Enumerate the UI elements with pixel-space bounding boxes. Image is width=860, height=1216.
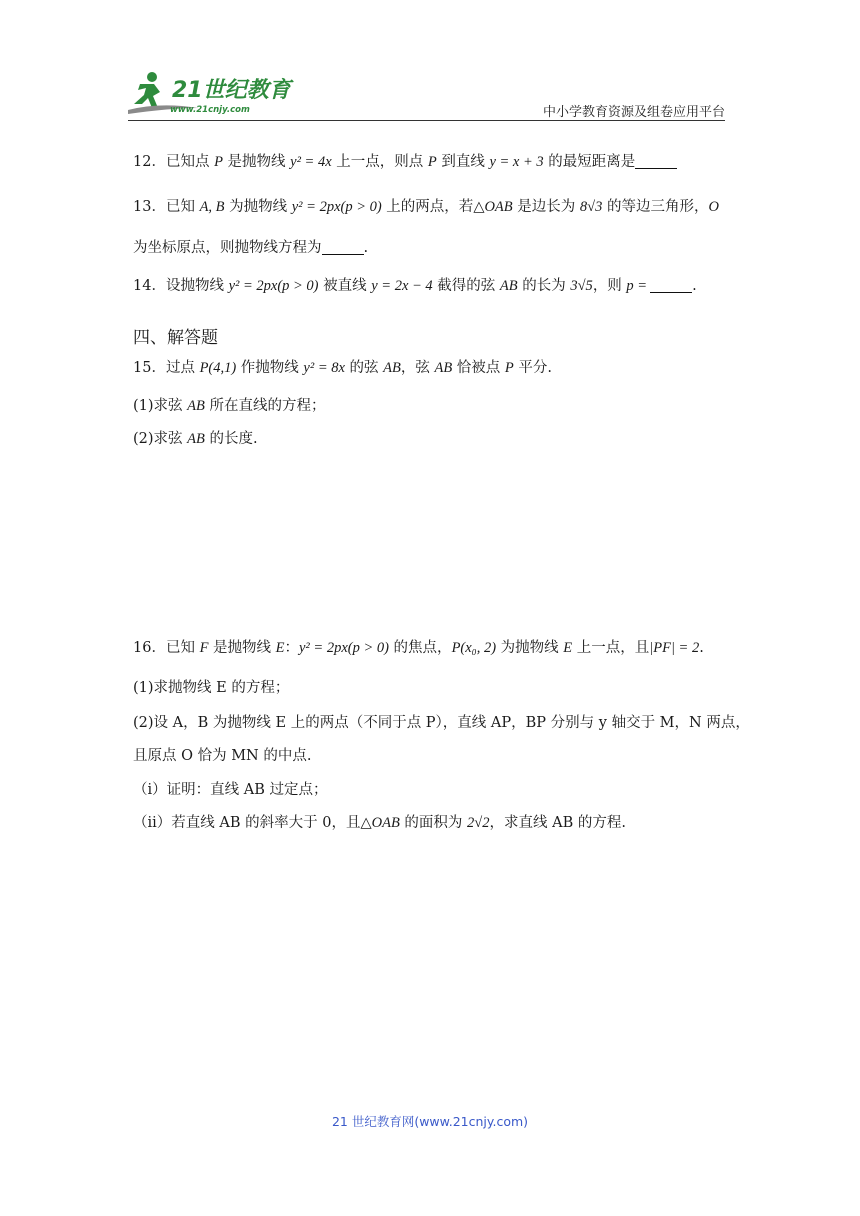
question-16-sub-i: （i）证明：直线 AB 过定点； xyxy=(133,782,328,798)
question-16-sub-2-line-2: 且原点 O 恰为 MN 的中点. xyxy=(133,748,312,764)
line-equation: y = 2x − 4 xyxy=(371,278,433,294)
header-tagline: 中小学教育资源及组卷应用平台 xyxy=(542,105,725,120)
question-14: 14．设抛物线 y² = 2px(p > 0) 被直线 y = 2x − 4 截得的弦 AB 的长为 3√5，则 p = . xyxy=(133,278,697,294)
question-16-sub-1: (1)求抛物线 E 的方程； xyxy=(133,680,290,696)
question-number: 13． xyxy=(133,199,166,215)
question-number: 14． xyxy=(133,278,166,294)
question-16-sub-ii: （ii）若直线 AB 的斜率大于 0，且△OAB 的面积为 2√2，求直线 AB 的方程. xyxy=(133,815,626,831)
question-15-sub-2: (2)求弦 AB 的长度. xyxy=(133,431,258,447)
header-divider xyxy=(128,120,725,121)
question-12: 12．已知点 P 是抛物线 y² = 4x 上一点，则点 P 到直线 y = x + 3 的最短距离是 xyxy=(133,152,677,172)
question-16: 16．已知 F 是抛物线 E：y² = 2px(p > 0) 的焦点，P(x₀, 2) 为抛物线 E 上一点，且|PF| = 2. xyxy=(133,640,704,656)
page-header xyxy=(0,0,860,125)
svg-text:www.21cnjy.com: www.21cnjy.com xyxy=(170,105,250,115)
page-footer: 21 世纪教育网(www.21cnjy.com) xyxy=(331,1114,529,1129)
logo-icon xyxy=(120,68,295,118)
answer-blank xyxy=(322,238,364,255)
question-number: 16． xyxy=(133,640,166,656)
logo xyxy=(120,68,295,118)
answer-blank xyxy=(635,152,677,169)
question-16-sub-2: (2)设 A，B 为抛物线 E 上的两点（不同于点 P），直线 AP，BP 分别与 y 轴交于 M，N 两点， xyxy=(133,715,750,731)
parabola-equation: y² = 4x xyxy=(290,154,332,170)
question-15: 15．过点 P(4,1) 作抛物线 y² = 8x 的弦 AB，弦 AB 恰被点 P 平分. xyxy=(133,360,552,376)
answer-blank xyxy=(650,276,692,293)
question-number: 15． xyxy=(133,360,166,376)
parabola-equation: y² = 2px(p > 0) xyxy=(299,640,389,656)
parabola-equation: y² = 2px(p > 0) xyxy=(291,199,382,215)
parabola-equation: y² = 8x xyxy=(303,360,345,376)
question-13-line-2: 为坐标原点，则抛物线方程为 . xyxy=(133,240,369,256)
section-title: 四、解答题 xyxy=(133,328,218,348)
parabola-equation: y² = 2px(p > 0) xyxy=(228,278,319,294)
question-15-sub-1: (1)求弦 AB 所在直线的方程； xyxy=(133,398,326,414)
question-number: 12． xyxy=(133,154,166,170)
line-equation: y = x + 3 xyxy=(489,154,544,170)
svg-text:21世纪教育: 21世纪教育 xyxy=(172,78,291,103)
question-13: 13．已知 A, B 为抛物线 y² = 2px(p > 0) 上的两点，若△OAB 是边长为 8√3 的等边三角形，O xyxy=(133,199,719,215)
